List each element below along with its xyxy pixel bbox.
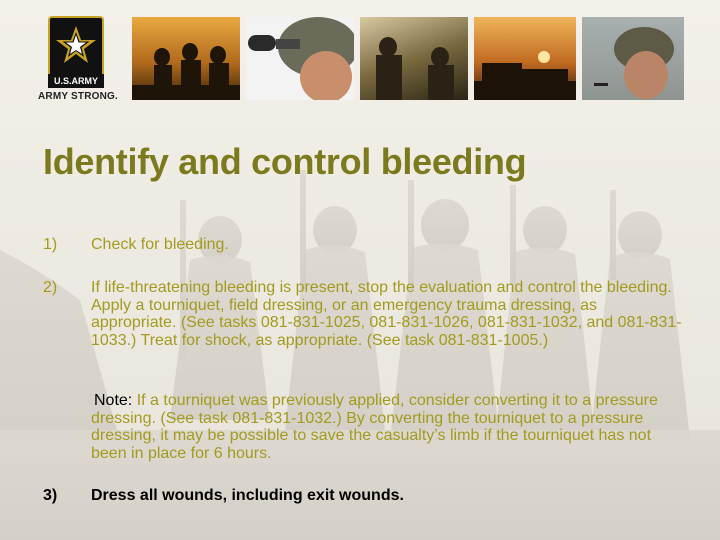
step-text: If life-threatening bleeding is present, stop the evaluation and control the bleeding. Apply a tourniquet, field dressing, or an emergency trauma dressing, as appropriate. (See tasks 081-831-1025, 081-831-1026, 081-831-1032, and 081-831-1033.) Treat for shock, as appropriate. (See task 081-831-1005.) — [91, 279, 682, 349]
step-text: Dress all wounds, including exit wounds. — [91, 487, 404, 504]
header-photo-soldier-goggles — [246, 17, 354, 100]
logo-wordmark: U.S.ARMY — [48, 74, 104, 88]
note-label: Note: — [94, 392, 133, 409]
army-logo — [34, 16, 122, 106]
header-photo-vehicle-sunset — [474, 17, 576, 100]
step-number: 1) — [43, 236, 58, 253]
step-number: 2) — [43, 279, 58, 296]
header-photo-soldiers-dust — [360, 17, 468, 100]
step-text: Check for bleeding. — [91, 236, 229, 253]
logo-slogan: ARMY STRONG. — [38, 91, 118, 102]
slide-title: Identify and control bleeding — [43, 141, 527, 182]
star-icon — [50, 18, 102, 74]
step-number: 3) — [43, 487, 58, 504]
header-photo-soldiers-sunset — [132, 17, 240, 100]
header-photo-soldier-helicopter — [582, 17, 684, 100]
note-body: If a tourniquet was previously applied, consider converting it to a pressure dressing. (See task 081-831-1032.) By converting the tourniquet to a pressure dressing, it may be possible to save the casualty’s limb if the tourniquet has not been in place for 6 hours. — [91, 392, 658, 462]
note-text — [91, 392, 683, 462]
